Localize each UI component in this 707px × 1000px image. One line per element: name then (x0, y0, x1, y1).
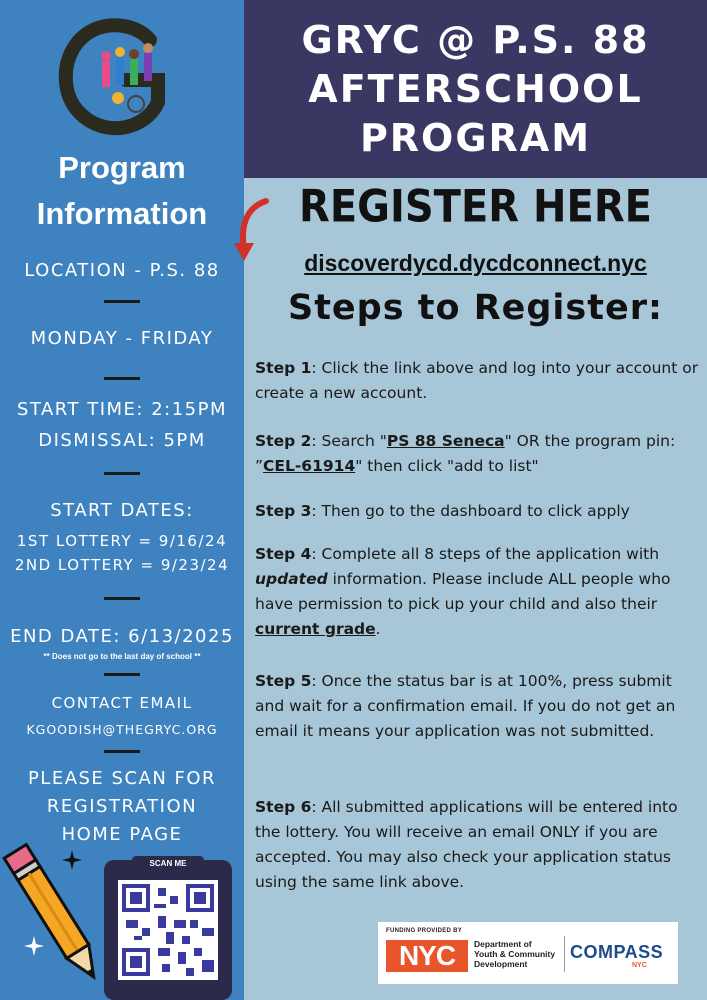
title-line-1: GRYC @ P.S. 88 (301, 17, 650, 62)
scan-me-label: SCAN ME (132, 856, 204, 872)
school-search-term: PS 88 Seneca (386, 432, 505, 450)
step-text: " then click "add to list" (355, 457, 539, 475)
step-label: Step 5 (255, 672, 312, 690)
step-text: : All submitted applications will be entered into the lottery. You will receive an email ONLY if you are accepted. You may also check your application status using the same link above. (255, 798, 678, 891)
step-label: Step 6 (255, 798, 312, 816)
step-label: Step 2 (255, 432, 312, 450)
funding-label: FUNDING PROVIDED BY (386, 928, 463, 934)
heading-line-2: Information (36, 196, 208, 231)
end-date-note: ** Does not go to the last day of school ** (43, 652, 201, 661)
step-text: : Click the link above and log into your account or create a new account. (255, 359, 699, 402)
title-line-3: PROGRAM (359, 115, 592, 160)
step-4 (255, 542, 700, 642)
current-grade-emphasis: current grade (255, 620, 376, 638)
compass-logo: COMPASS (570, 942, 664, 962)
dycd-line: Department of (474, 939, 532, 949)
contact-email[interactable]: KGOODISH@THEGRYC.ORG (26, 722, 218, 737)
scan-line-1: PLEASE SCAN FOR (27, 768, 217, 789)
start-dates-label: START DATES: (50, 500, 194, 521)
step-2 (255, 429, 700, 479)
divider (104, 300, 140, 303)
step-text: . (375, 620, 381, 638)
days-text: MONDAY - FRIDAY (30, 328, 214, 349)
divider (104, 472, 140, 475)
dycd-line: Youth & Community (474, 949, 556, 959)
scan-line-2: REGISTRATION (46, 796, 198, 817)
logo-divider (564, 936, 565, 972)
step-text: information. Please include ALL people who have permission to pick up your child and also their (255, 570, 671, 613)
heading-line-1: Program (58, 150, 186, 185)
program-title (301, 16, 649, 163)
registration-panel (244, 178, 707, 1000)
dycd-line: Development (474, 959, 528, 969)
sparkle-icon (24, 936, 44, 956)
dycd-logo-text (474, 939, 555, 969)
lottery-2-text: 2ND LOTTERY = 9/23/24 (14, 556, 230, 574)
steps-title: Steps to Register: (287, 288, 663, 328)
start-time-text: START TIME: 2:15PM (16, 399, 228, 420)
gryc-logo-icon (58, 18, 176, 136)
step-6 (255, 795, 700, 895)
contact-email-label: CONTACT EMAIL (51, 694, 193, 712)
step-5 (255, 669, 700, 744)
nyc-logo: NYC (386, 940, 468, 972)
step-text: : Search " (311, 432, 387, 450)
program-info-panel (0, 0, 244, 1000)
registration-link[interactable]: discoverdycd.dycdconnect.nyc (304, 250, 647, 276)
lottery-1-text: 1ST LOTTERY = 9/16/24 (16, 532, 228, 550)
step-text: " OR the program pin: ” (255, 432, 676, 475)
divider (104, 750, 140, 753)
register-here-heading: REGISTER HERE (299, 181, 652, 233)
title-line-2: AFTERSCHOOL (308, 66, 643, 111)
qr-code-icon[interactable] (118, 880, 218, 980)
step-1 (255, 356, 700, 406)
pencil-icon (0, 830, 110, 1000)
step-text: : Then go to the dashboard to click apply (311, 502, 630, 520)
program-info-heading (0, 145, 244, 237)
step-text: : Complete all 8 steps of the application with (311, 545, 660, 563)
qr-code-card[interactable] (104, 860, 232, 1000)
step-label: Step 3 (255, 502, 312, 520)
step-label: Step 1 (255, 359, 312, 377)
funding-logos (378, 922, 678, 984)
scan-line-3: HOME PAGE (61, 824, 183, 845)
divider (104, 377, 140, 380)
step-text: : Once the status bar is at 100%, press submit and wait for a confirmation email. If you do not get an email it means your application was not submitted. (255, 672, 676, 740)
divider (104, 597, 140, 600)
compass-sub-label: NYC (632, 962, 647, 969)
dismissal-text: DISMISSAL: 5PM (38, 430, 206, 451)
curved-arrow-icon (232, 195, 272, 265)
end-date-text: END DATE: 6/13/2025 (10, 626, 234, 647)
program-title-banner (244, 0, 707, 178)
program-pin: CEL-61914 (263, 457, 356, 475)
step-label: Step 4 (255, 545, 312, 563)
step-3 (255, 499, 700, 524)
divider (104, 673, 140, 676)
location-text: LOCATION - P.S. 88 (24, 260, 220, 281)
step-emphasis: updated (255, 570, 328, 588)
sparkle-icon (62, 850, 82, 870)
